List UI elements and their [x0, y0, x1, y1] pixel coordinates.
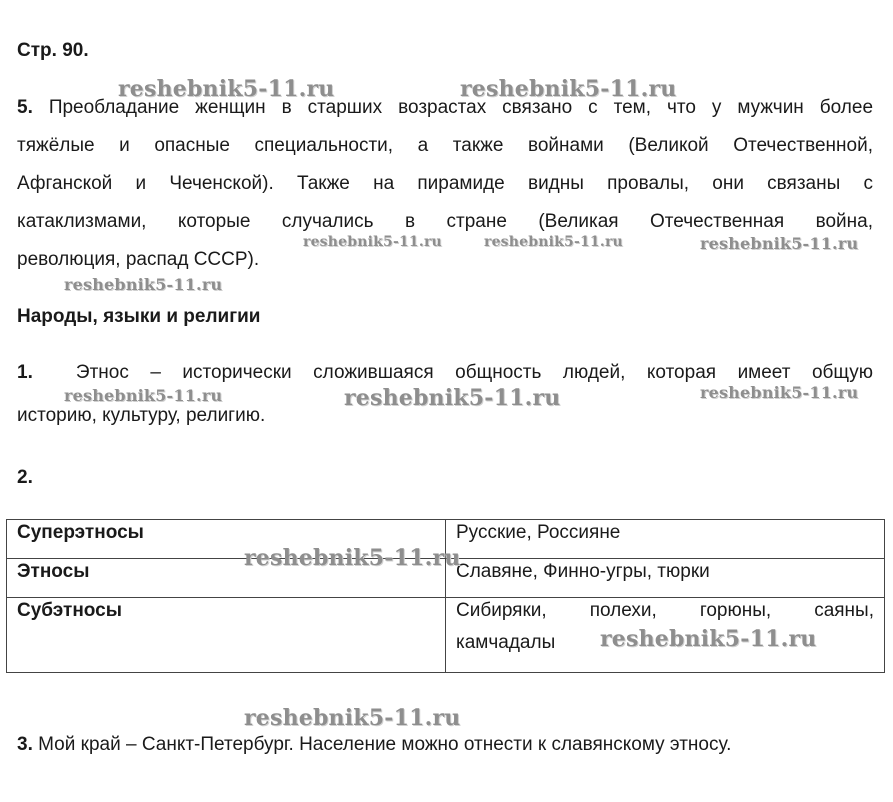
- watermark: reshebnik5-11.ru: [64, 386, 223, 405]
- watermark: reshebnik5-11.ru: [118, 76, 335, 102]
- table-value-line2: камчадалы: [456, 632, 556, 653]
- item1-line2: историю, культуру, религию.: [17, 405, 266, 426]
- watermark: reshebnik5-11.ru: [460, 76, 677, 102]
- item1-number: 1.: [17, 362, 33, 383]
- table-key: Субэтносы: [7, 598, 446, 673]
- table-key: Этносы: [7, 559, 446, 598]
- watermark: reshebnik5-11.ru: [700, 234, 859, 253]
- table-value: Русские, Россияне: [446, 520, 885, 559]
- item1-line1: 1. Этнос – исторически сложившаяся общность людей, которая имеет общую: [17, 362, 874, 383]
- watermark: reshebnik5-11.ru: [303, 234, 442, 250]
- watermark: reshebnik5-11.ru: [700, 383, 859, 402]
- watermark: reshebnik5-11.ru: [344, 385, 561, 411]
- table-value: Славяне, Финно-угры, тюрки: [446, 559, 885, 598]
- item5-line2: тяжёлые и опасные специальности, а также войнами (Великой Отечественной,: [17, 135, 873, 156]
- table-key: Суперэтносы: [7, 520, 446, 559]
- watermark: reshebnik5-11.ru: [244, 705, 461, 731]
- section-title: Народы, языки и религии: [17, 306, 261, 327]
- watermark: reshebnik5-11.ru: [600, 626, 817, 652]
- item5-line3: Афганской и Чеченской). Также на пирамиде видны провалы, они связаны с: [17, 173, 873, 194]
- watermark: reshebnik5-11.ru: [484, 234, 623, 250]
- item5-number: 5.: [17, 97, 33, 118]
- item3-line: 3. Мой край – Санкт-Петербург. Население можно отнести к славянскому этносу.: [17, 734, 732, 755]
- item5-line4: катаклизмами, которые случались в стране (Великая Отечественная война,: [17, 211, 873, 232]
- item5-line1: 5. Преобладание женщин в старших возрастах связано с тем, что у мужчин более: [17, 97, 874, 118]
- watermark: reshebnik5-11.ru: [244, 545, 461, 571]
- table-value-line1: Сибиряки, полехи, горюны, саяны,: [456, 600, 874, 621]
- page-reference: Стр. 90.: [17, 40, 89, 61]
- item2-number: 2.: [17, 467, 33, 488]
- item3-number: 3.: [17, 734, 33, 755]
- watermark: reshebnik5-11.ru: [64, 275, 223, 294]
- item5-line5: революция, распад СССР).: [17, 249, 260, 270]
